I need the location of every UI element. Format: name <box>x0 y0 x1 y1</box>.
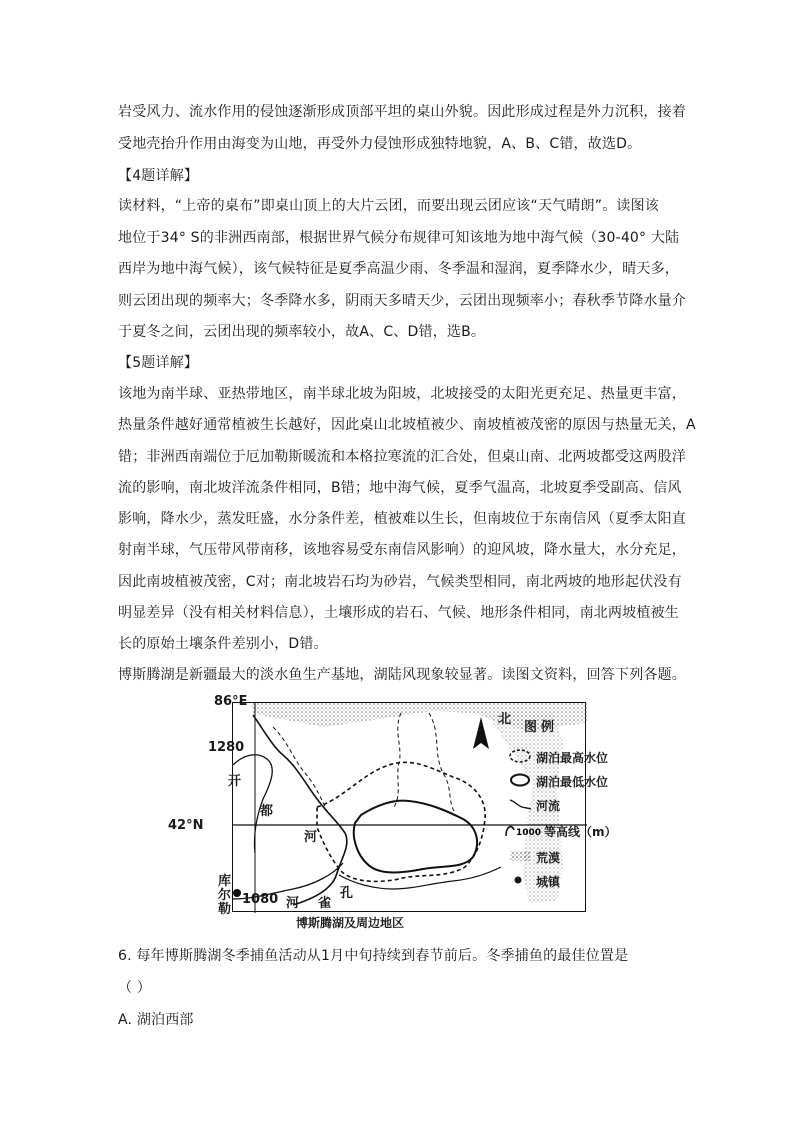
north-arrow-icon <box>473 717 489 749</box>
contour-icon <box>504 822 544 841</box>
longitude-label: 86°E <box>214 694 248 709</box>
legend-item-desert <box>508 848 560 867</box>
section-header-q5: 【5题详解】 <box>118 355 199 371</box>
text-line: 则云团出现的频率大；冬季降水多，阴雨天多晴天少，云团出现频率小；春秋季节降水量介 <box>118 293 686 309</box>
text-line: 因此南坡植被茂密，C对；南北坡岩石均为砂岩，气候类型相同，南北两坡的地形起伏没有 <box>118 574 682 590</box>
river-name-char: 河 <box>304 830 318 845</box>
river-tributary <box>273 727 329 815</box>
river-name-char: 河 <box>286 896 300 911</box>
text-line: 受地壳抬升作用由海变为山地，再受外力侵蚀形成独特地貌，A、B、C错，故选D。 <box>118 136 642 152</box>
legend-title: 图例 <box>524 720 559 735</box>
legend-label: 湖泊最高水位 <box>536 751 609 765</box>
solid-lake-icon <box>508 772 536 791</box>
question-6-answer-paren: （ ） <box>118 980 152 996</box>
legend-label: 荒漠 <box>536 851 561 865</box>
text-line: 明显差异（没有相关材料信息），土壤形成的岩石、气候、地形条件相同，南北两坡植被生 <box>118 605 679 621</box>
section-header-q4: 【4题详解】 <box>118 168 199 184</box>
question-6-stem: 6. 每年博斯腾湖冬季捕鱼活动从1月中旬持续到春节前后。冬季捕鱼的最佳位置是 <box>118 948 629 964</box>
text-line: 该地为南半球、亚热带地区，南半球北坡为阳坡，北坡接受的太阳光更充足、热量更丰富， <box>118 386 686 402</box>
contour-label-1280: 1280 <box>208 740 245 755</box>
river-name-char: 都 <box>260 804 274 819</box>
river-name-char: 开 <box>228 774 242 789</box>
town-icon <box>508 872 536 891</box>
text-line: 影响，降水少，蒸发旺盛，水分条件差，植被难以生长，但南坡位于东南信风（夏季太阳直 <box>118 511 686 527</box>
north-label: 北 <box>498 712 512 727</box>
legend-item-town <box>508 872 560 891</box>
desert-icon <box>508 848 536 867</box>
text-line: 射南半球，气压带风带南移，该地容易受东南信风影响）的迎风坡，降水量大，水分充足， <box>118 542 686 558</box>
contour-value-label: 1000 <box>516 828 542 838</box>
text-line: 长的原始土壤条件差别小，D错。 <box>118 636 328 652</box>
legend-label: 等高线（m） <box>544 825 617 839</box>
lake-min-water-level <box>354 801 477 873</box>
town-marker <box>233 889 241 897</box>
text-line: 于夏冬之间，云团出现的频率较小，故A、C、D错，选B。 <box>118 324 486 340</box>
text-line: 读材料，“上帝的桌布”即桌山顶上的大片云团，而要出现云团应该“天气晴朗”。读图该 <box>118 198 660 214</box>
river-tributary <box>429 713 455 813</box>
latitude-label: 42°N <box>168 818 204 833</box>
legend-item-max-water <box>508 748 608 767</box>
map-figure <box>168 694 617 932</box>
text-line: 流的影响，南北坡洋流条件相同，B错；地中海气候，夏季气温高，北坡夏季受副高、信风 <box>118 480 682 496</box>
river-name-char: 雀 <box>318 896 332 911</box>
legend-label: 河流 <box>536 799 561 813</box>
legend-label: 湖泊最低水位 <box>536 775 609 789</box>
text-line: 西岸为地中海气候），该气候特征是夏季高温少雨、冬季温和湿润，夏季降水少，晴天多， <box>118 261 679 277</box>
map-caption: 博斯腾湖及周边地区 <box>296 916 405 930</box>
river-icon <box>508 796 536 815</box>
text-line: 错；非洲西南端位于厄加勒斯暖流和本格拉寒流的汇合处，但桌山南、北两坡都受这两股洋 <box>118 449 686 465</box>
town-name-char: 尔 <box>218 888 232 903</box>
river-tributary <box>393 713 401 809</box>
town-name-char: 库 <box>218 874 232 889</box>
contour-label-1080: 1080 <box>242 892 279 907</box>
river-name-char: 孔 <box>340 886 354 901</box>
legend-item-min-water <box>508 772 608 791</box>
text-line: 地位于34° S的非洲西南部，根据世界气候分布规律可知该地为地中海气候（30-40° 大陆 <box>118 230 680 246</box>
dashed-lake-icon <box>508 748 536 767</box>
text-line: 岩受风力、流水作用的侵蚀逐渐形成顶部平坦的桌山外貌。因此形成过程是外力沉积，接着 <box>118 104 686 120</box>
question-6-option-a: A. 湖泊西部 <box>118 1012 194 1028</box>
legend-item-contour <box>504 822 617 841</box>
text-line: 热量条件越好通常植被生长越好，因此桌山北坡植被少、南坡植被茂密的原因与热量无关，A <box>118 417 696 433</box>
legend-item-river <box>508 796 560 815</box>
town-name-char: 勒 <box>218 902 232 917</box>
legend-label: 城镇 <box>536 875 561 889</box>
question-intro: 博斯腾湖是新疆最大的淡水鱼生产基地，湖陆风现象较显著。读图文资料，回答下列各题。 <box>118 667 686 683</box>
